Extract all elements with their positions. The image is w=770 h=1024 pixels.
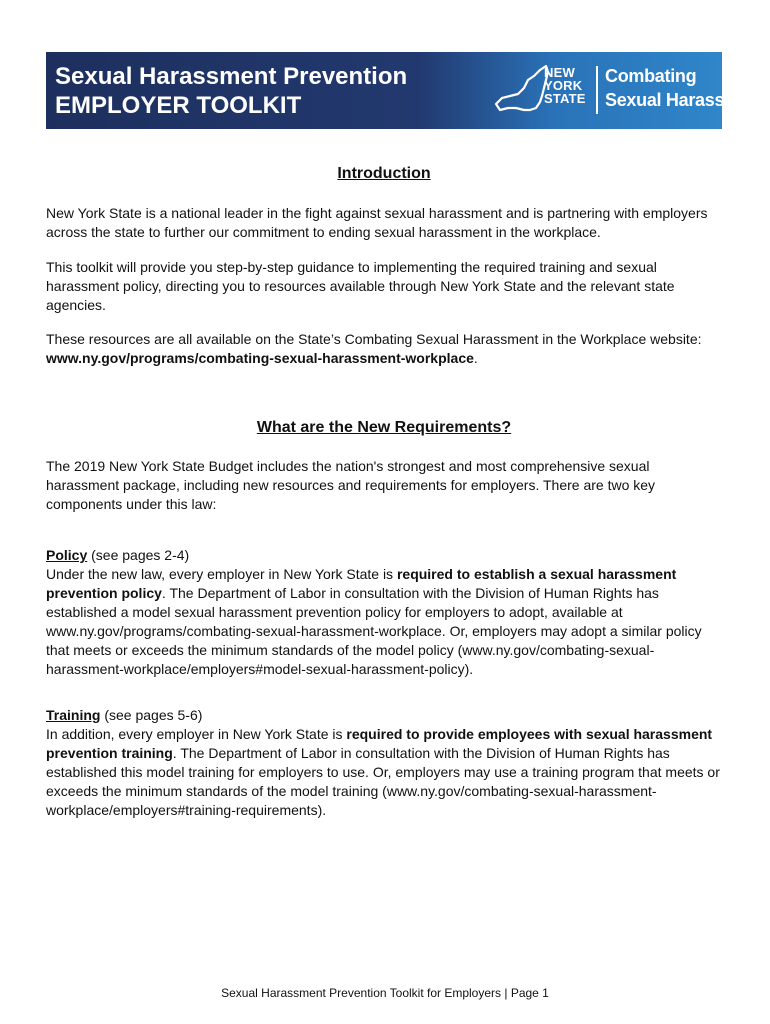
training-label: Training — [46, 707, 101, 723]
banner-title-line2: EMPLOYER TOOLKIT — [55, 92, 302, 119]
intro-p3-text: These resources are all available on the State’s Combating Sexual Harassment in the Workplace website: — [46, 331, 702, 347]
website-link[interactable]: www.ny.gov/programs/combating-sexual-harassment-workplace — [46, 350, 474, 366]
header-banner — [46, 52, 766, 129]
requirements-paragraph: The 2019 New York State Budget includes the nation's strongest and most comprehensive sexual harassment package, including new resources and requirements for employers. There are two key components under this law: — [46, 458, 656, 512]
training-pages: (see pages 5-6) — [100, 707, 203, 723]
training-section — [46, 706, 726, 820]
intro-paragraph-2: This toolkit will provide you step-by-step guidance to implementing the required training and sexual harassment policy, directing you to resources available through New York State and the relevant state agencies. — [46, 259, 675, 313]
intro-paragraph-1: New York State is a national leader in the fight against sexual harassment and is partnering with employers across the state to further our commitment to ending sexual harassment in the workplace. — [46, 205, 708, 240]
banner-title — [55, 62, 407, 120]
policy-section — [46, 546, 726, 679]
requirements-heading: What are the New Requirements? — [256, 419, 512, 436]
policy-text-end: . The Department of Labor in consultation with the Division of Human Rights has established a model sexual harassment prevention policy for employers to adopt, available at www.ny.gov/programs/combating-sexual-harassment-workplace. Or, employers may adopt a similar policy that meets or exceeds the minimum standards of the model policy (www.ny.gov/combating-sexual-harassment-workplace/employers#model-sexual-harassment-policy). — [46, 585, 702, 677]
combat-line1: Combating — [605, 66, 697, 86]
banner-title-line1: Sexual Harassment Prevention — [55, 63, 408, 90]
policy-text-bold: required to establish a sexual harassment prevention policy — [46, 566, 677, 601]
intro-p3-end: . — [473, 350, 478, 366]
policy-text-start: Under the new law, every employer in New York State is — [46, 566, 397, 582]
ny-word-state: STATE — [544, 91, 586, 106]
ny-word-new: NEW — [544, 65, 575, 80]
policy-label: Policy — [46, 547, 88, 563]
intro-heading: Introduction — [337, 165, 431, 182]
policy-pages: (see pages 2-4) — [87, 547, 190, 563]
training-text-bold: required to provide employees with sexual harassment prevention training — [46, 726, 713, 761]
training-text-end: . The Department of Labor in consultation with the Division of Human Rights has established this model training for employers to use. Or, employers may use a training program that meets or exceeds the minimum standards of the model training (www.ny.gov/combating-sexual-harassment-workplace/employers#training-requirements). — [46, 745, 720, 818]
combating-wordmark — [605, 64, 766, 112]
combat-line2: Sexual Harassment — [605, 90, 766, 110]
ny-word-york: YORK — [544, 78, 583, 93]
training-text-start: In addition, every employer in New York State is — [46, 726, 347, 742]
intro-paragraph-3 — [46, 330, 726, 368]
page-footer: Sexual Harassment Prevention Toolkit for Employers | Page 1 — [221, 986, 549, 1000]
ny-state-wordmark — [544, 66, 586, 105]
logo-divider — [596, 66, 598, 114]
